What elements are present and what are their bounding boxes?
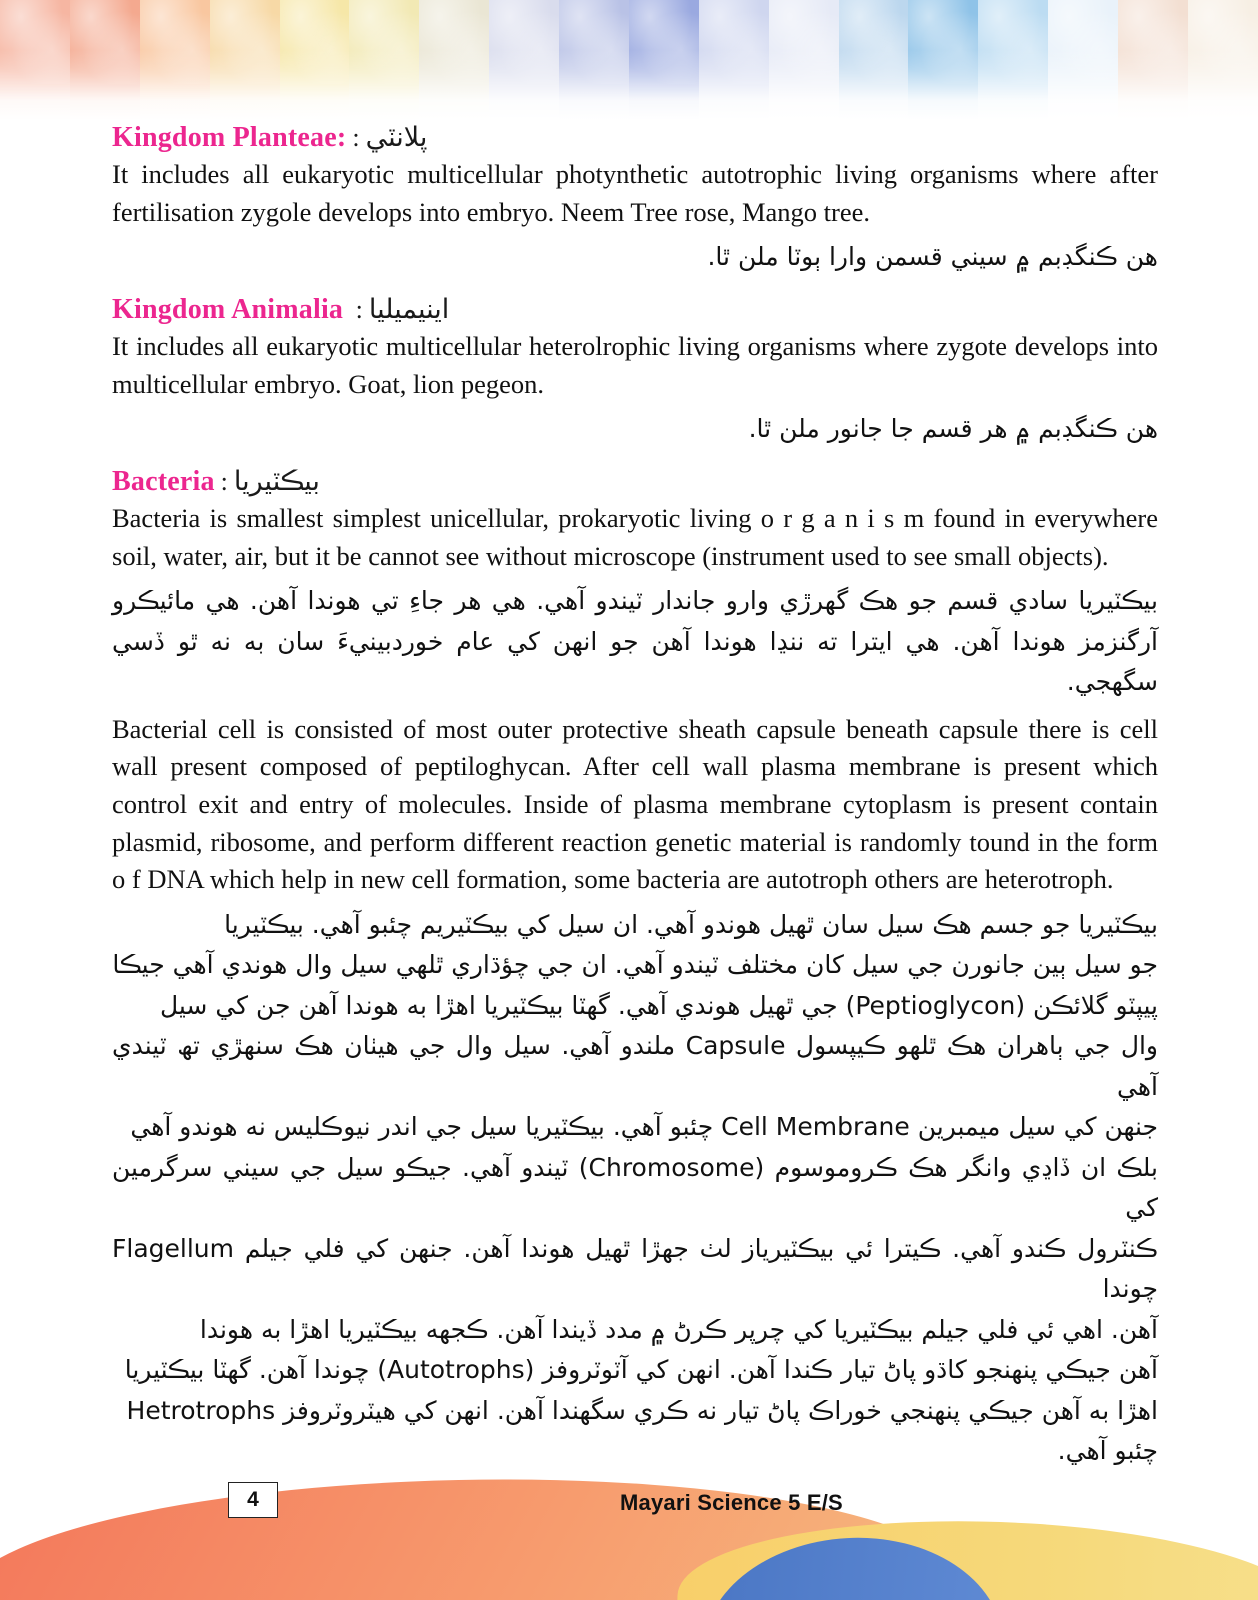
- heading-kingdom-planteae-en: Kingdom Planteae:: [112, 122, 347, 153]
- paragraph-bacteria-sd-2-line: بلڪ ان ڏاڍي وانگر هڪ ڪروموسوم (Chromosome) ٽيندو آهي. جيڪو سيل جي سيني سرگرمين کي: [112, 1152, 1158, 1223]
- paragraph-bacteria-en-2: Bacterial cell is consisted of most outer protective sheath capsule beneath capsule there is cell wall present composed of peptiloghycan. After cell wall plasma membrane is present which control exit and entry of molecules. Inside of plasma membrane cytoplasm is present contain plasmid, ribosome, and perform different reaction genetic material is randomly tound in the form o f DNA which help in new cell formation, some bacteria are autotroph others are heterotroph.: [112, 713, 1158, 895]
- heading-separator: :: [220, 466, 228, 496]
- paragraph-bacteria-sd-2-line: بيڪٽيريا جو جسم هڪ سيل سان ٿهيل هوندو آهي. ان سيل کي بيڪٽيريم چئبو آهي. بيڪٽيريا: [224, 909, 1158, 939]
- paragraph-bacteria-sd-2-line: اهڙا به آهن جيڪي پنهنجي خوراڪ پاڻ تيار نه ڪري سگهندا آهن. انهن کي هيٽروٽروفز Hetrotrophs چئبو آهي.: [126, 1395, 1158, 1466]
- paragraph-bacteria-sd-2-line: آهن جيڪي پنهنجو کاڌو پاڻ تيار ڪندا آهن. انهن کي آٽوٽروفز (Autotrophs) چوندا آهن. گهٽا بيڪٽيريا: [124, 1355, 1158, 1385]
- heading-kingdom-animalia: [112, 294, 1158, 326]
- paragraph-bacteria-sd-2-line: جنهن کي سيل ميمبرين Cell Membrane چئبو آهي. بيڪٽيريا سيل جي اندر نيوڪليس نه هوندو آهي: [130, 1112, 1158, 1142]
- decorative-footer: [0, 1450, 1258, 1600]
- paragraph-bacteria-sd-2-line: آهن. اهي ئي فلي جيلم بيڪٽيريا کي چرپر ڪرڻ ۾ مدد ڏيندا آهن. ڪجهه بيڪٽيريا اهڙا به هوندا: [199, 1314, 1158, 1344]
- paragraph-animalia-en: It includes all eukaryotic multicellular heterolrophic living organisms where zygote develops into multicellular embryo. Goat, lion pegeon.: [112, 331, 1158, 399]
- heading-kingdom-planteae-sd: پلانٽي: [365, 122, 428, 153]
- paragraph-bacteria-en-1: Bacteria is smallest simplest unicellular, prokaryotic living o r g a n i s m found in everywhere soil, water, air, but it be cannot see without microscope (instrument used to see small objects).: [112, 503, 1158, 571]
- heading-separator: :: [349, 294, 363, 324]
- heading-kingdom-animalia-en: Kingdom Animalia: [112, 293, 344, 325]
- heading-bacteria-en: Bacteria: [112, 465, 215, 497]
- page-content: [112, 122, 1158, 1472]
- paragraph-planteae-sd: هن ڪنگڊبم ۾ سيني قسمن وارا ٻوٽا ملن ٿا.: [707, 242, 1158, 272]
- paragraph-bacteria-sd-2-line: وال جي ٻاهران هڪ ٿلهو ڪيپسول Capsule ملندو آهي. سيل وال جي هيٺان هڪ سنهڙي تھ ٽيندي آهي: [112, 1031, 1159, 1101]
- page-number: 4: [228, 1482, 278, 1518]
- paragraph-planteae-en: It includes all eukaryotic multicellular photynthetic autotrophic living organisms where after fertilisation zygole develops into embryo. Neem Tree rose, Mango tree.: [112, 159, 1158, 227]
- heading-kingdom-planteae: [112, 122, 1158, 154]
- paragraph-bacteria-sd-1: بيڪٽيريا سادي قسم جو هڪ گهرڙي وارو جاندار ٽيندو آهي. هي هر جاءِ تي هوندا آهن. هي مائيڪرو آرگنزمز هوندا آهن. هي ايترا ته ننڍا هوندا آهن جو انهن کي عام خوردبينيءَ سان به نه ٿو ڏسي سگهجي.: [112, 586, 1158, 697]
- heading-separator: :: [352, 123, 360, 152]
- heading-kingdom-animalia-sd: اينيميليا: [368, 293, 450, 325]
- paragraph-animalia-sd: هن ڪنگڊبم ۾ هر قسم جا جانور ملن ٿا.: [748, 414, 1158, 444]
- heading-bacteria: [112, 466, 1158, 498]
- heading-bacteria-sd: بيڪٽيريا: [233, 465, 320, 497]
- paragraph-bacteria-sd-2: [112, 905, 1158, 1472]
- paragraph-bacteria-sd-2-line: جو سيل ٻين جانورن جي سيل کان مختلف ٽيندو آهي. ان جي چؤڌاري ٿلهي سيل وال هوندي آهي جيڪا: [112, 950, 1158, 980]
- paragraph-bacteria-sd-2-line: پيپٽو گلائڪن (Peptioglycon) جي ٿهيل هوندي آهي. گهٽا بيڪٽيريا اهڙا به هوندا آهن جن کي سيل: [159, 990, 1158, 1020]
- footer-book-title: Mayari Science 5 E/S: [620, 1490, 843, 1515]
- paragraph-bacteria-sd-2-line: ڪنٽرول ڪندو آهي. ڪيترا ئي بيڪٽيرياز لٺ جهڙا ٿهيل هوندا آهن. جنهن کي فلي جيلم Flagellum چوندا: [112, 1233, 1158, 1304]
